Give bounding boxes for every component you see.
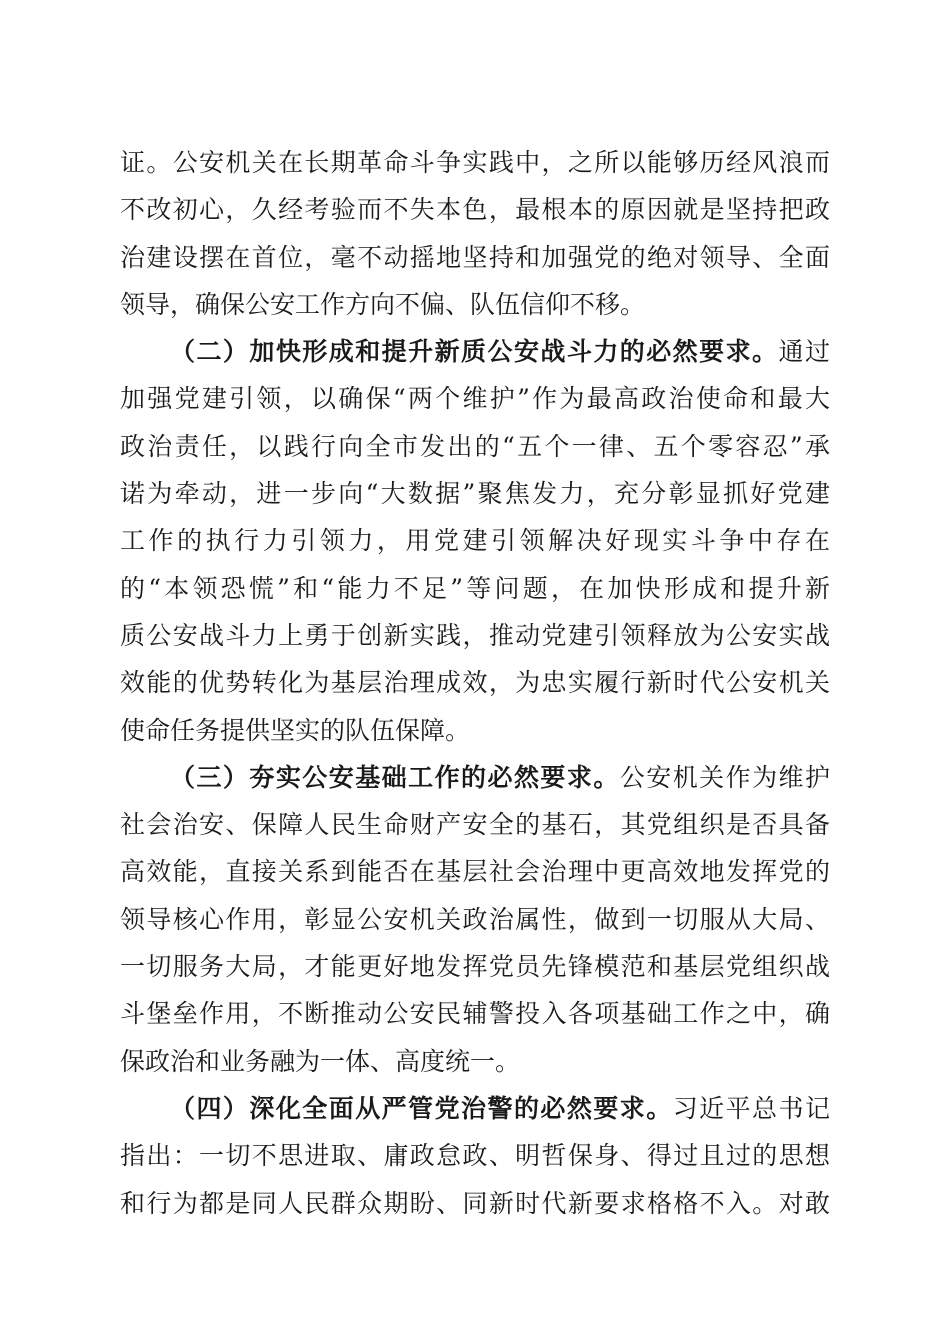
text-line: 高效能，直接关系到能否在基层社会治理中更高效地发挥党的 [120, 857, 830, 887]
paragraph-first-line [120, 1085, 830, 1132]
text-line: 治建设摆在首位，毫不动摇地坚持和加强党的绝对领导、全面 [120, 242, 830, 272]
section-heading: （三）夯实公安基础工作的必然要求。 [170, 762, 620, 792]
section-heading: （二）加快形成和提升新质公安战斗力的必然要求。 [170, 337, 779, 367]
text-line: 使命任务提供坚实的队伍保障。 [120, 715, 471, 745]
text-line: 的“本领恐慌”和“能力不足”等问题，在加快形成和提升新 [120, 573, 830, 603]
paragraph-2 [120, 328, 830, 754]
text-run: 公安机关作为维护 [619, 762, 830, 792]
text-line: 不改初心，久经考验而不失本色，最根本的原因就是坚持把政 [120, 195, 830, 225]
text-line: 社会治安、保障人民生命财产安全的基石，其党组织是否具备 [120, 810, 830, 840]
text-line: 政治责任，以践行向全市发出的“五个一律、五个零容忍”承 [120, 431, 830, 461]
text-line: 效能的优势转化为基层治理成效，为忠实履行新时代公安机关 [120, 668, 830, 698]
paragraph-4 [120, 1085, 830, 1227]
text-line: 加强党建引领，以确保“两个维护”作为最高政治使命和最大 [120, 384, 830, 414]
text-line: 质公安战斗力上勇于创新实践，推动党建引领释放为公安实战 [120, 620, 830, 650]
text-line: 和行为都是同人民群众期盼、同新时代新要求格格不入。对敢 [120, 1188, 830, 1218]
text-line: 领导，确保公安工作方向不偏、队伍信仰不移。 [120, 289, 646, 319]
paragraph-first-line [120, 328, 830, 375]
paragraph-1 [120, 139, 830, 328]
text-line: 诺为牵动，进一步向“大数据”聚焦发力，充分彰显抓好党建 [120, 479, 830, 509]
section-heading: （四）深化全面从严管党治警的必然要求。 [170, 1093, 673, 1123]
text-line: 保政治和业务融为一体、高度统一。 [120, 1046, 521, 1076]
text-line: 指出：一切不思进取、庸政怠政、明哲保身、得过且过的思想 [120, 1141, 830, 1171]
text-run: 习近平总书记 [672, 1093, 830, 1123]
text-line: 领导核心作用，彰显公安机关政治属性，做到一切服从大局、 [120, 904, 830, 934]
text-run: 通过 [778, 337, 830, 367]
document-page [120, 139, 830, 1227]
text-line: 工作的执行力引领力，用党建引领解决好现实斗争中存在 [120, 526, 830, 556]
text-line: 斗堡垒作用，不断推动公安民辅警投入各项基础工作之中，确 [120, 999, 830, 1029]
paragraph-3 [120, 754, 830, 1085]
text-line: 一切服务大局，才能更好地发挥党员先锋模范和基层党组织战 [120, 952, 830, 982]
text-line: 证。公安机关在长期革命斗争实践中，之所以能够历经风浪而 [120, 148, 830, 177]
paragraph-first-line [120, 754, 830, 801]
